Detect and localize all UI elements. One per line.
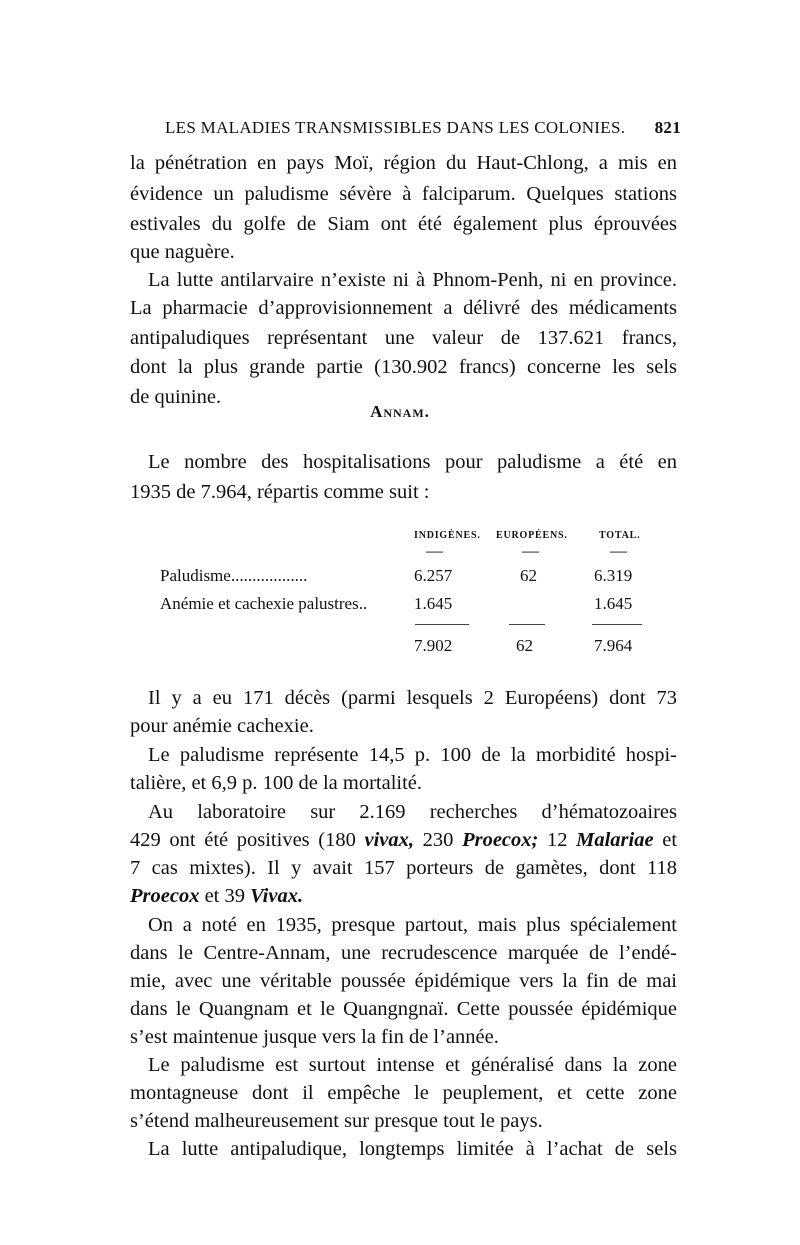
para3-line2: 1935 de 7.964, répartis comme suit : — [130, 481, 430, 503]
para6-line2 — [130, 825, 677, 855]
section-title: Annam. — [370, 402, 430, 421]
para3-line1: Le nombre des hospitalisations pour paludisme a été en — [148, 451, 677, 473]
para7-line2: dans le Centre-Annam, une recrudescence marquée de l’endé- — [130, 942, 677, 964]
running-title: LES MALADIES TRANSMISSIBLES DANS LES COLONIES. — [165, 118, 626, 137]
para6-line1: Au laboratoire sur 2.169 recherches d’hématozoaires — [148, 801, 677, 823]
total-total: 7.964 — [594, 636, 633, 655]
para4-line1: Il y a eu 171 décès (parmi lesquels 2 Européens) dont 73 — [148, 687, 677, 709]
row-label: Anémie et cachexie palustres.. — [160, 594, 368, 613]
col-header-europeens: EUROPÉENS. — [496, 530, 568, 541]
para2-line4: dont la plus grande partie (130.902 francs) concerne les sels — [130, 356, 677, 378]
para6-text: et 39 — [199, 885, 251, 907]
para2-line1: La lutte antilarvaire n’existe ni à Phnom-Penh, ni en province. — [148, 269, 677, 291]
col-header-total: TOTAL. — [599, 530, 641, 541]
page-number: 821 — [654, 118, 681, 137]
para2-line2: La pharmacie d’approvisionnement a délivré des médicaments — [130, 297, 677, 319]
para2-line5: de quinine. — [130, 386, 222, 408]
para9-line1: La lutte antipaludique, longtemps limitée à l’achat de sels — [148, 1138, 677, 1160]
total-indigenes: 7.902 — [414, 636, 453, 655]
cell-total: 6.319 — [594, 566, 633, 585]
cell-europeens: 62 — [520, 566, 537, 585]
para6-text: 230 — [414, 829, 463, 851]
para6-text: 12 — [538, 829, 577, 851]
cell-indigenes: 6.257 — [414, 566, 453, 585]
para1-line4: que naguère. — [130, 241, 235, 263]
para7-line4: dans le Quangnam et le Quangngnaï. Cette poussée épidémique — [130, 998, 677, 1020]
species-vivax: Vivax. — [250, 885, 304, 907]
header-dash: — — [610, 541, 627, 560]
para7-line3: mie, avec une véritable poussée épidémique vers la fin de mai — [130, 970, 677, 992]
species-malariae: Malariae — [576, 829, 654, 851]
running-header — [165, 118, 681, 142]
para6-text: et — [653, 829, 678, 851]
para1-line1: la pénétration en pays Moï, région du Haut-Chlong, a mis en — [130, 152, 677, 174]
species-vivax: vivax, — [364, 829, 415, 851]
total-rule — [592, 624, 642, 625]
total-europeens: 62 — [516, 636, 533, 655]
para7-line5: s’est maintenue jusque vers la fin de l’année. — [130, 1026, 499, 1048]
para8-line3: s’étend malheureusement sur presque tout le pays. — [130, 1110, 543, 1132]
para6-text: 429 ont été positives (180 — [130, 829, 365, 851]
para8-line2: montagneuse dont il empêche le peuplement, et cette zone — [130, 1082, 677, 1104]
total-rule — [415, 624, 469, 625]
para6-line3: 7 cas mixtes). Il y avait 157 porteurs de gamètes, dont 118 — [130, 857, 677, 879]
para1-line3: estivales du golfe de Siam ont été également plus éprouvées — [130, 213, 677, 235]
row-label: Paludisme.................. — [160, 566, 308, 585]
species-proecox: Proecox; — [462, 829, 539, 851]
para5-line1: Le paludisme représente 14,5 p. 100 de la morbidité hospi- — [148, 744, 677, 766]
col-header-indigenes: INDIGÈNES. — [414, 530, 481, 541]
header-dash: — — [426, 541, 443, 560]
para8-line1: Le paludisme est surtout intense et généralisé dans la zone — [148, 1054, 677, 1076]
para2-line3: antipaludiques représentant une valeur de 137.621 francs, — [130, 327, 677, 349]
para4-line2: pour anémie cachexie. — [130, 715, 314, 737]
species-proecox: Proecox — [130, 885, 200, 907]
cell-indigenes: 1.645 — [414, 594, 453, 613]
para1-line2: évidence un paludisme sévère à falciparum. Quelques stations — [130, 183, 677, 205]
header-dash: — — [522, 541, 539, 560]
para6-line4 — [130, 881, 677, 911]
total-rule — [509, 624, 545, 625]
para5-line2: talière, et 6,9 p. 100 de la mortalité. — [130, 772, 423, 794]
para7-line1: On a noté en 1935, presque partout, mais plus spécialement — [148, 914, 677, 936]
cell-total: 1.645 — [594, 594, 633, 613]
